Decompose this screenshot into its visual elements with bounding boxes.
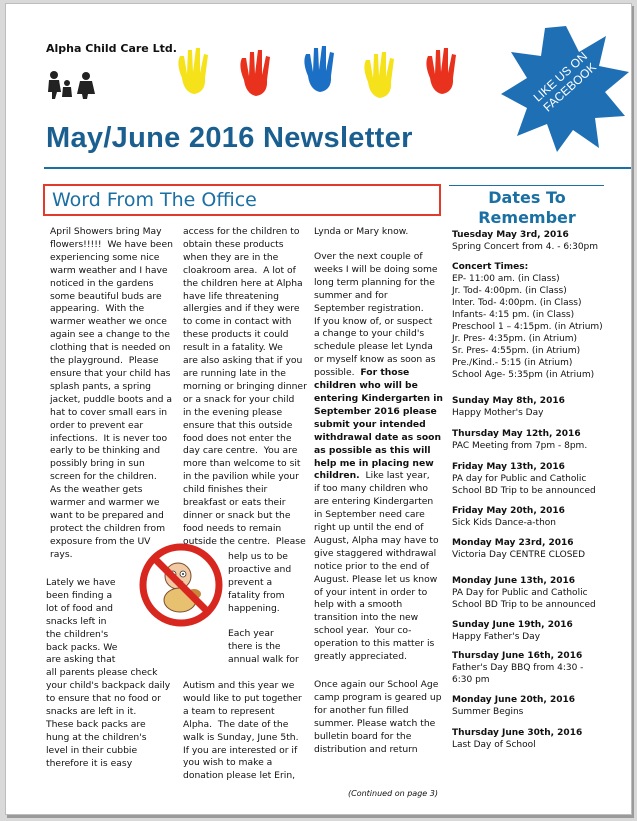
event-desc: Last Day of School: [452, 740, 536, 750]
withdrawal-text: Like last year, if too many children who are entering Kindergarten in September need care right up until the end of August, Alpha may have to give staggered withdrawal notice prior to the end of August. Please let us know of your intent in order to help with a smooth transition into the new school year. Your co- operation to this matter is greatly appreciated.: [314, 470, 439, 663]
office-text-column-3c: Once again our School Age camp program is geared up for another fun filled summer. Please watch the bulletin board for the distribution and return: [314, 679, 442, 755]
event-desc: Spring Concert from 4. - 6:30pm: [452, 242, 599, 252]
event-desc: EP- 11:00 am. (in Class) Jr. Tod- 4:00pm. (in Class) Inter. Tod- 4:00pm. (in Class) Infants- 4:15 pm. (in Class) Preschool 1 – 4:15pm. (in Atrium) Jr. Pres- 4:35pm. (in Atrium) Sr. Pres- 4:55pm. (in Atrium) Pre./Kind.- 5:15 (in Atrium) School Age- 5:35pm (in Atrium): [452, 274, 603, 380]
event-desc: PA Day for Public and Catholic School BD Trip to be announced: [452, 588, 596, 610]
office-text-column-3b: [314, 251, 443, 664]
event-item: [452, 575, 596, 611]
event-item: [452, 395, 565, 419]
event-item: [452, 727, 582, 751]
dates-heading: Dates To Remember: [478, 188, 576, 227]
office-text-column-2c: Autism and this year we would like to put together a team to represent Alpha. The date of the walk is Sunday, June 5th. If you are interested or if you wish to make a donation please let Erin,: [183, 680, 302, 782]
event-item: [452, 428, 587, 452]
painted-hands-icon: [172, 44, 472, 114]
title-divider: [44, 167, 632, 169]
event-desc: Happy Father's Day: [452, 632, 541, 642]
office-text-column-1b: Lately we have been finding a lot of food and snacks left in the children's back packs. We are asking that all parents please check your child's backpack daily to ensure that no food or snacks are left in it. These back packs are hung at the children's level in their cubbie therefore it is easy: [46, 577, 171, 769]
office-text-column-2b: help us to be proactive and prevent a fatality from happening. Each year there is the annual walk for: [228, 551, 299, 666]
event-item: [452, 505, 565, 529]
event-desc: Sick Kids Dance-a-thon: [452, 518, 556, 528]
dates-divider: [449, 185, 604, 186]
no-food-sign-icon: [138, 542, 224, 628]
newsletter-page: [5, 3, 632, 815]
company-name: Alpha Child Care Ltd.: [46, 42, 177, 55]
event-desc: Happy Mother's Day: [452, 408, 544, 418]
office-text-column-1: April Showers bring May flowers!!!!! We have been experiencing some nice warm weather and I have noticed in the gardens some beautiful buds are appearing. With the warmer weather we once again see a change to the clothing that is needed on the playground. Please ensure that your child has splash pants, a spring jacket, puddle boots and a hat to cover small ears in order to prevent ear infections. It is never too early to be thinking and possibly bring in sun screen for the children. As the weather gets warmer and warmer we want to be prepared and protect the children from exposure from the UV rays.: [50, 226, 173, 560]
office-text-column-3: Lynda or Mary know.: [314, 226, 409, 237]
event-desc: PAC Meeting from 7pm - 8pm.: [452, 441, 588, 451]
event-date: Sunday June 19th, 2016: [452, 620, 573, 630]
kindergarten-notice: For those children who will be entering Kindergarten in September 2016 please submit your intended withdrawal date as soon as possible as this will help me in placing new children.: [314, 367, 443, 482]
event-desc: Summer Begins: [452, 707, 524, 717]
event-item: [452, 229, 598, 253]
event-item: [452, 650, 583, 686]
office-text-column-2: access for the children to obtain these products when they are in the cloakroom area. A lot of the children here at Alpha have life threatening allergies and if they were to come in contact with these products it could result in a fatality. We are also asking that if you are running late in the morning or bringing dinner or a snack for your child in the evening please ensure that this outside food does not enter the day care centre. You are more than welcome to sit in the pavilion while your child finishes their breakfast or eats their dinner or snack but the food needs to remain outside the centre. Please: [183, 226, 307, 547]
family-logo-icon: [46, 70, 98, 100]
event-desc: Victoria Day CENTRE CLOSED: [452, 550, 586, 560]
event-date: Sunday May 8th, 2016: [452, 396, 565, 406]
event-date: Concert Times:: [452, 262, 529, 272]
event-item: [452, 261, 603, 381]
event-date: Monday May 23rd, 2016: [452, 538, 574, 548]
facebook-badge-text[interactable]: LIKE US ON FACEBOOK: [530, 49, 599, 115]
event-date: Tuesday May 3rd, 2016: [452, 230, 569, 240]
event-desc: PA day for Public and Catholic School BD Trip to be announced: [452, 474, 596, 496]
event-item: [452, 461, 596, 497]
event-date: Friday May 13th, 2016: [452, 462, 565, 472]
event-date: Thursday June 16th, 2016: [452, 651, 583, 661]
event-desc: Father's Day BBQ from 4:30 - 6:30 pm: [452, 663, 584, 685]
event-item: [452, 537, 585, 561]
event-date: Monday June 20th, 2016: [452, 695, 576, 705]
continued-note: (Continued on page 3): [348, 789, 438, 798]
event-item: [452, 694, 575, 718]
event-date: Thursday May 12th, 2016: [452, 429, 581, 439]
event-item: [452, 619, 573, 643]
event-date: Friday May 20th, 2016: [452, 506, 565, 516]
office-heading: Word From The Office: [52, 189, 257, 211]
event-date: Monday June 13th, 2016: [452, 576, 576, 586]
page-title: May/June 2016 Newsletter: [46, 122, 413, 154]
event-date: Thursday June 30th, 2016: [452, 728, 583, 738]
registration-text: Over the next couple of weeks I will be doing some long term planning for the summer and for September registration. If you know of, or suspect a change to your child's schedule please let Lynda or myself know as soon as possible.: [314, 251, 438, 379]
